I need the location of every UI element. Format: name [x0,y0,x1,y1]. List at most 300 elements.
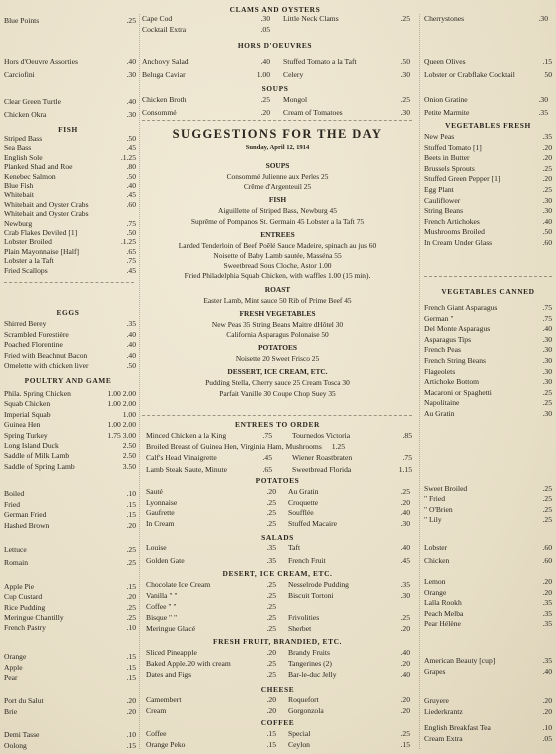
c4-veg-label: New Peas [424,133,455,141]
bot-dessert-mid-price: .25 [266,624,276,633]
divider [142,415,412,416]
bot-dessert-mid-label: Bisque " " [146,614,178,622]
c4-sweet-label: " O'Brien [424,505,453,514]
c1-poultry-price: 2.50 [122,441,136,450]
bot-fruit-right-label: Bar-le-duc Jelly [288,671,337,679]
c4-sweet-price: .25 [542,494,552,504]
c4-cheese-price: .20 [542,707,552,716]
c4-canned-title: VEGETABLES CANNED [441,287,535,296]
bot-cheese-title: CHEESE [260,685,295,694]
c1-soup-price: .30 [126,110,136,119]
bot-coffee-mid-label: Coffee [146,730,167,738]
order-price: .45 [262,453,272,463]
c4-soup-label: Onion Gratine [424,96,468,104]
c1-fish-label: Crab Flakes Deviled [1] [4,229,78,237]
c1-hors-label: Carciofini [4,71,35,79]
c4-veg-price: .30 [542,206,552,216]
order-label: Broiled Breast of Guinea Hen, Virginia Ham, Mushrooms [146,442,322,452]
specials-line: California Asparagus Polonaise 50 [226,330,329,339]
c4-canned-price: .25 [542,387,552,397]
specials-line: New Peas 35 String Beans Maitre dHôtel 30 [211,319,344,329]
bot-fruit-title: FRESH FRUIT, BRANDIED, ETC. [213,637,342,646]
c4-dessert-price: .35 [542,619,552,629]
bot-pot-mid-price: .25 [266,508,276,518]
top-hors-right-price: .30 [400,70,410,79]
hors-title: HORS D'OEUVRES [237,41,313,50]
c1-dessert-price: .25 [126,602,136,612]
bot-salad-title: SALADS [261,533,294,542]
bot-pot-right-label: Croquette [288,498,318,507]
c4-canned-label: Del Monte Asparagus [424,325,491,334]
order-price: .75 [402,453,412,463]
c4-dessert-label: Orange [424,588,447,597]
c1-poultry-label: Spring Turkey [4,431,48,440]
top-hors-mid-label: Beluga Caviar [142,71,186,79]
specials-line: Crême d'Argenteuil 25 [243,182,312,192]
c4-veg-price: .25 [542,185,552,194]
order-label: Calf's Head Vinaigrette [146,453,217,463]
bot-dessert-right-price: .30 [400,591,410,600]
specials-heading: SOUPS [265,161,290,170]
c4-sweet-label: " Lily [424,516,442,525]
top-clams-right-label: Little Neck Clams [283,15,339,23]
c4-canned-label: French String Beans [424,357,487,365]
c1-cheese-price: .20 [126,696,136,705]
c1-fish-price: .50 [126,171,136,181]
order-label: Lamb Steak Saute, Minute [146,464,227,474]
bot-coffee-right-label: Ceylon [288,741,310,749]
c4-soup-price: .30 [538,95,548,104]
divider [142,120,412,121]
c1-fish-price: .1.25 [120,237,136,247]
c4-dessert-price: .35 [542,608,552,618]
order-label: Minced Chicken a la King [146,431,227,440]
c1-fruit-price: .15 [126,652,136,661]
column-divider [419,14,420,749]
c4-salad-label: Chicken [424,557,450,565]
c1-fish-price: .45 [126,143,136,153]
c1-soup-price: .40 [126,97,136,106]
c1-fish-price: .45 [126,265,136,275]
c4-soup-price: .35 [538,108,548,117]
bot-fruit-right-label: Brandy Fruits [288,649,330,657]
c4-veg-label: String Beans [424,207,464,216]
specials-heading: ENTREES [260,229,295,239]
specials-line: Noisette 20 Sweet Frisco 25 [235,354,320,364]
c4-veg-price: .20 [542,142,552,152]
specials-heading: FRESH VEGETABLES [239,308,316,318]
bot-fruit-mid-price: .25 [266,670,276,679]
c1-fish-label: Fried Scallops [4,266,48,275]
c4-veg-label: Brussels Sprouts [424,164,475,173]
bot-coffee-mid-label: Orange Peko [146,741,186,749]
c1-fish-price: .80 [126,162,136,172]
c1-potato-price: .20 [126,520,136,530]
order-price: .65 [262,464,272,474]
bot-dessert-right-price: .20 [400,624,410,633]
c4-cheese-label: Gruyere [424,697,449,705]
c4-fruit-label: American Beauty [cup] [424,657,496,665]
c4-veg-price: .60 [542,238,552,247]
specials-line: Parfait Vanille 30 Coupe Chop Suey 35 [219,388,336,398]
top-soups-right-price: .25 [400,95,410,104]
bot-salad-mid-label: Louise [146,544,167,552]
c4-veg-price: .25 [542,163,552,173]
c1-fish-label: Planked Shad and Roe [4,163,73,172]
bot-pot-mid-label: Gaufrette [146,509,175,518]
c4-veg-price: .50 [542,227,552,237]
c1-potato-price: .15 [126,499,136,509]
bot-fruit-mid-label: Baked Apple.20 with cream [146,660,231,668]
c4-veg-price: .35 [542,132,552,141]
c1-poultry-price: 2.50 [122,451,136,461]
specials-line: Consommé Julienne aux Perles 25 [226,172,329,181]
bot-coffee-mid-price: .15 [266,729,276,738]
c1-fish-label: Newburg [4,219,33,228]
c1-fish-price: .40 [126,181,136,190]
soups-title: SOUPS [261,84,289,93]
c4-veg-label: French Artichokes [424,217,480,226]
top-soups-right-price: .30 [400,108,410,117]
top-clams-mid-label: Cocktail Extra [142,25,187,34]
c4-sweet-price: .25 [542,515,552,525]
c1-fruit-price: .15 [126,662,136,672]
c1-fish-label: Sea Bass [4,144,32,153]
c1-fruit-price: .15 [126,673,136,682]
bot-pot-title: POTATOES [255,476,300,485]
c4-veg-label: Mushrooms Broiled [424,228,485,237]
c1-soup-label: Chicken Okra [4,111,47,119]
c1-poultry-price: 1.00 [122,409,136,419]
bot-salad-right-label: French Fruit [288,557,326,565]
specials-line: Aiguillette of Striped Bass, Newburg 45 [218,206,337,216]
bot-dessert-mid-price: .25 [266,580,276,589]
c4-veg-price: .20 [542,153,552,163]
c1-fish-price: .65 [126,246,136,256]
c1-dessert-label: Rice Pudding [4,603,46,612]
c4-canned-price: .75 [542,313,552,323]
c4-hors-price: 50 [544,70,552,79]
c1-poultry-price: 3.50 [122,461,136,471]
c1-fish-title: FISH [58,125,78,134]
c4-salad-price: .60 [542,556,552,565]
bot-cheese-mid-label: Cream [146,707,167,715]
c1-soup-label: Clear Green Turtle [4,98,61,106]
c4-top-label: Cherrystones [424,15,465,23]
bot-dessert-right-price: .25 [400,613,410,622]
c1-eggs-price: .35 [126,319,136,328]
c4-veg-label: Stuffed Tomato [1] [424,143,482,152]
c1-fish-price: .1.25 [120,152,136,162]
c1-dessert-price: .15 [126,582,136,591]
order-price: .75 [262,431,272,440]
c4-coffee-label: English Breakfast Tea [424,724,491,732]
c4-sweet-label: " Fried [424,495,446,504]
c1-dessert-price: .10 [126,623,136,633]
c4-canned-price: .30 [542,366,552,376]
bot-dessert-title: DESERT, ICE CREAM, ETC. [222,569,333,578]
specials-heading: ROAST [264,284,291,294]
c1-poultry-label: Guinea Hen [4,421,41,430]
c4-veg-price: .30 [542,195,552,205]
bot-dessert-right-label: Nesselrode Pudding [288,581,349,589]
top-hors-mid-price: 1.00 [256,70,270,79]
bot-coffee-right-price: .15 [400,740,410,749]
bot-salad-mid-price: .35 [266,543,276,552]
c4-canned-price: .30 [542,377,552,387]
bot-cheese-right-label: Roquefort [288,696,319,704]
c1-eggs-label: Shirred Berey [4,320,47,328]
c1-eggs-label: Poached Florentine [4,341,63,349]
c4-veg-label: Egg Plant [424,186,454,194]
divider [424,276,552,277]
c1-coffee-price: .15 [126,741,136,750]
c1-hors-label: Hors d'Oeuvre Assorties [4,58,78,66]
c4-soup-label: Petite Marmite [424,109,470,117]
c4-hors-price: .15 [542,57,552,66]
c1-eggs-price: .50 [126,361,136,370]
bot-fruit-mid-price: .20 [266,648,276,657]
c4-veg-label: Cauliflower [424,196,461,205]
bot-pot-mid-price: .25 [266,497,276,507]
bot-cheese-mid-price: .20 [266,695,276,704]
order-price: .85 [402,431,412,440]
bot-pot-mid-price: .25 [266,518,276,528]
bot-dessert-mid-price: .25 [266,591,276,600]
top-soups-right-label: Mongol [283,96,308,104]
bot-salad-right-price: .45 [400,556,410,565]
bot-pot-right-label: Au Gratin [288,488,319,496]
c1-potato-label: Fried [4,500,21,509]
bot-pot-mid-label: In Cream [146,519,175,528]
c1-potato-label: Hashed Brown [4,521,50,530]
specials-line: Fried Philadelphia Squab Chicken, with waffles 1.00 (15 min). [184,271,371,281]
c4-canned-label: Flageolets [424,367,456,376]
c1-eggs-title: EGGS [56,308,80,317]
top-clams-mid-label: Cape Cod [142,15,173,23]
c4-veg-price: .20 [542,174,552,184]
bot-fruit-right-price: .40 [400,648,410,657]
c1-salad-price: .25 [126,545,136,554]
specials-title: SUGGESTIONS FOR THE DAY [172,127,383,141]
order-label: Sweetbread Florida [292,464,352,474]
specials-line: Easter Lamb, Mint sauce 50 Rib of Prime Beef 45 [203,295,352,305]
top-hors-right-label: Celery [283,71,304,79]
c4-dessert-label: Lalla Rookh [424,599,462,608]
c4-veg-label: Stuffed Green Pepper [1] [424,175,501,184]
c4-canned-label: Napolitaine [424,399,460,408]
bot-coffee-title: COFFEE [260,718,295,727]
specials-line: Larded Tenderloin of Beef Poêlé Sauce Madeire, spinach au jus 60 [178,240,377,250]
c4-canned-price: .30 [542,356,552,365]
c1-dessert-price: .20 [126,592,136,602]
c4-cheese-label: Liederkrantz [424,708,463,716]
c4-canned-label: French Giant Asparagus [424,304,498,312]
c1-cheese-label: Port du Salut [4,697,44,705]
c4-coffee-price: .05 [542,734,552,743]
bot-coffee-right-label: Special [288,730,311,738]
c1-fish-label: Lobster a la Taft [4,257,54,266]
c4-cheese-price: .20 [542,696,552,705]
bot-dessert-right-label: Frivolities [288,614,320,622]
c1-fish-label: English Sole [4,153,43,162]
top-soups-mid-label: Chicken Broth [142,96,187,104]
c4-sweet-price: .25 [542,504,552,514]
c4-dessert-label: Pear Hélène [424,620,461,629]
c4-canned-price: .30 [542,409,552,418]
c1-poultry-label: Saddle of Milk Lamb [4,452,70,461]
bot-dessert-mid-price: .25 [266,602,276,611]
top-hors-mid-label: Anchovy Salad [142,58,189,66]
clams-title: CLAMS AND OYSTERS [229,5,321,14]
bot-dessert-mid-label: Vanilla " " [146,592,178,600]
c4-canned-label: Artichoke Bottom [424,378,480,387]
c4-canned-label: Asparagus Tips [424,335,472,344]
c1-clam-price: .25 [126,16,136,25]
bot-pot-right-price: .20 [400,497,410,507]
order-label: Wiener Roastbraten [292,453,353,463]
bot-pot-mid-price: .20 [266,487,276,496]
c4-veg-price: .40 [542,216,552,226]
c1-hors-price: .40 [126,57,136,66]
c1-fruit-label: Pear [4,674,18,682]
bot-pot-right-price: .40 [400,508,410,518]
bot-dessert-mid-label: Meringue Glacé [146,625,196,633]
c4-coffee-label: Cream Extra [424,735,463,743]
c4-dessert-price: .20 [542,577,552,586]
c4-canned-price: .75 [542,303,552,312]
c1-fish-price: .75 [126,218,136,228]
c1-fish-label: Whitebait and Oyster Crabs [4,200,89,209]
c4-dessert-price: .35 [542,598,552,608]
c4-salad-price: .60 [542,543,552,552]
bot-pot-mid-label: Lyonnaise [146,498,178,507]
c1-poultry-label: Long Island Duck [4,442,59,450]
c1-coffee-price: .10 [126,730,136,739]
specials-heading: FISH [268,195,287,205]
bot-dessert-mid-label: Coffee " " [146,603,177,611]
bot-pot-right-label: Stuffed Macaire [288,519,337,528]
c1-poultry-label: Saddle of Spring Lamb [4,462,75,471]
bot-fruit-right-price: .20 [400,659,410,668]
bot-cheese-right-label: Gorgonzola [288,707,324,715]
bot-cheese-right-price: .20 [400,695,410,704]
order-price: 1.25 [331,442,345,452]
c4-hors-label: Queen Olives [424,58,466,66]
bot-salad-mid-label: Golden Gate [146,557,185,565]
bot-dessert-right-price: .35 [400,580,410,589]
c1-fish-label: Striped Bass [4,135,43,143]
c1-poultry-label: Imperial Squab [4,410,51,419]
top-hors-right-price: .50 [400,57,410,66]
c1-potato-price: .15 [126,510,136,519]
c1-cheese-label: Brie [4,708,18,716]
bot-cheese-right-price: .20 [400,706,410,715]
divider [4,282,134,283]
c4-hors-label: Lobster or Crabflake Cocktail [424,71,515,79]
specials-line: Sweetbread Sous Cloche, Astor 1.00 [223,261,332,271]
c1-dessert-label: Cup Custard [4,593,43,602]
bot-fruit-mid-price: .25 [266,659,276,668]
c1-fish-label: Kenebec Salmon [4,172,56,181]
c4-fruit-price: .35 [542,656,552,665]
c4-veg-title: VEGETABLES FRESH [445,121,531,130]
c4-canned-label: German " [424,314,454,323]
bot-dessert-right-label: Biscuit Tortoni [288,592,334,600]
bot-salad-right-label: Taft [288,544,301,552]
c1-coffee-label: Demi Tasse [4,731,40,739]
c4-canned-price: .40 [542,324,552,334]
c1-poultry-label: Phila. Spring Chicken [4,390,71,398]
c1-poultry-price: 1.75 3.00 [107,430,136,440]
top-soups-mid-label: Consommé [142,109,177,117]
c1-hors-price: .30 [126,70,136,79]
c4-veg-label: In Cream Under Glass [424,239,493,247]
c1-eggs-label: Fried with Beachnut Bacon [4,351,88,360]
c1-coffee-label: Oolong [4,742,27,750]
c1-dessert-price: .25 [126,612,136,622]
c1-eggs-price: .40 [126,350,136,360]
bot-dessert-mid-label: Chocolate Ice Cream [146,581,211,589]
c4-coffee-price: .10 [542,723,552,732]
specials-date: Sunday, April 12, 1914 [245,144,310,151]
c1-fruit-label: Apple [4,663,23,672]
c1-salad-label: Romain [4,559,29,567]
c4-sweet-price: .25 [542,484,552,493]
c1-poultry-label: Squab Chicken [4,400,51,409]
top-clams-right-price: .25 [400,14,410,23]
bot-fruit-right-price: .40 [400,670,410,679]
bot-pot-right-label: Soufflée [288,509,314,518]
c4-fruit-price: .40 [542,667,552,676]
top-hors-right-label: Stuffed Tomato a la Taft [283,58,357,66]
bot-coffee-mid-price: .15 [266,740,276,749]
c1-fish-price: .60 [126,199,136,209]
c1-eggs-price: .40 [126,340,136,349]
bot-dessert-right-label: Sherbet [288,625,312,633]
bot-salad-right-price: .40 [400,543,410,552]
bot-pot-mid-label: Sauté [146,488,163,496]
c1-poultry-price: 1.00 2.00 [107,420,136,430]
c1-eggs-label: Omelette with chicken liver [4,362,89,370]
order-price: 1.15 [398,464,412,474]
bot-cheese-mid-price: .20 [266,706,276,715]
c1-cheese-price: .20 [126,707,136,716]
order-label: Tournedos Victoria [292,431,351,440]
specials-line: Pudding Stella, Cherry sauce 25 Cream Tosca 30 [205,378,350,388]
specials-line: Suprême of Pompanos St. Germain 45 Lobster a la Taft 75 [190,216,365,226]
c1-eggs-price: .40 [126,329,136,339]
c1-fish-price: .45 [126,190,136,200]
c1-fish-price: .50 [126,228,136,237]
c4-canned-label: Au Gratin [424,410,455,418]
c4-canned-price: .25 [542,398,552,408]
c1-poultry-title: POULTRY AND GAME [24,376,112,385]
c1-dessert-label: Meringue Chantilly [4,613,64,622]
c1-dessert-label: French Pastry [4,624,46,633]
specials-heading: DESSERT, ICE CREAM, ETC. [227,367,328,377]
top-clams-mid-price: .05 [260,24,270,34]
c4-canned-price: .30 [542,345,552,355]
c1-fish-label: Whitebait [4,191,34,200]
c4-canned-label: Macaroni or Spaghetti [424,388,492,397]
c4-dessert-price: .20 [542,587,552,597]
top-soups-mid-price: .20 [260,108,270,117]
bot-coffee-right-price: .25 [400,729,410,738]
c4-sweet-label: Sweet Broiled [424,485,468,493]
c1-eggs-label: Scrambled Forestière [4,330,69,339]
c4-canned-price: .30 [542,334,552,344]
